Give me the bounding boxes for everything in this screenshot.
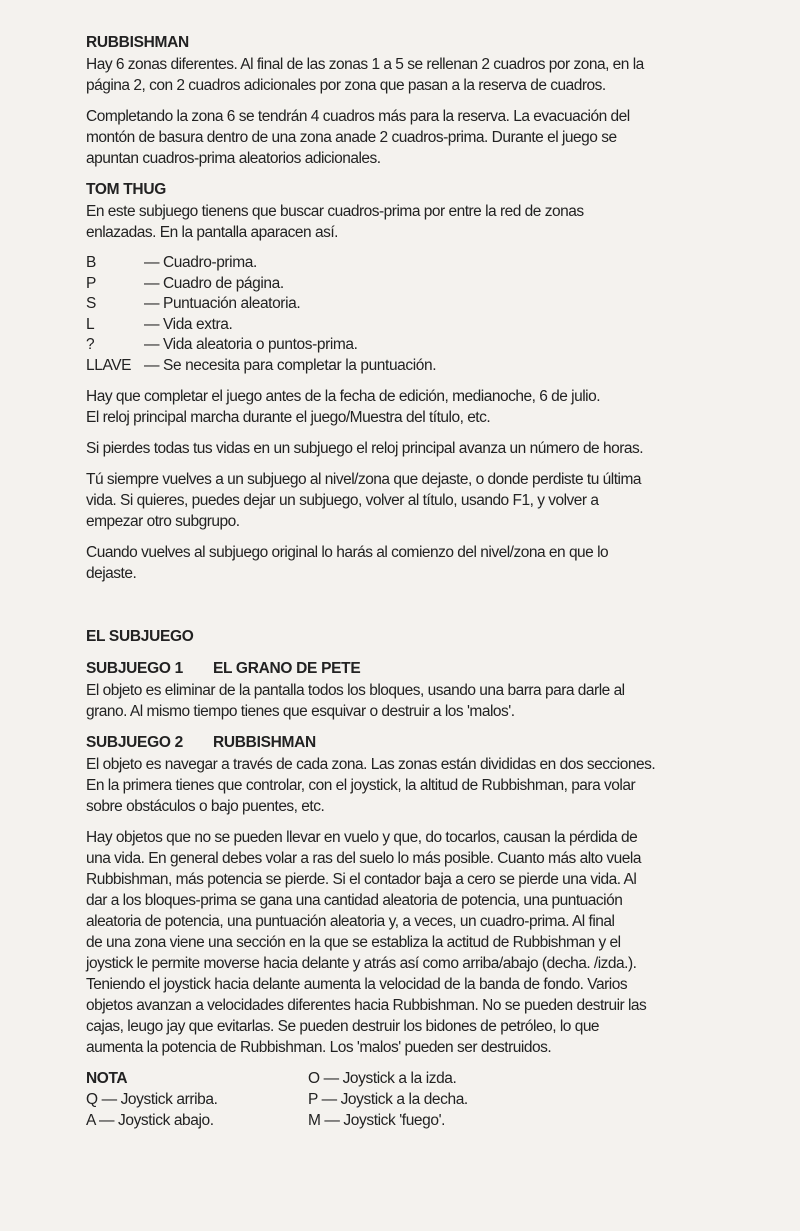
original-subgame-paragraph [86,542,746,584]
text-line: cajas, leugo jay que evitarlas. Se pueden destruir los bidones de petróleo, lo que [86,1018,600,1035]
text-line: Completando la zona 6 se tendrán 4 cuadros más para la reserva. La evacuación del [86,108,630,125]
deadline-paragraph [86,386,746,428]
control-item: P — Joystick a la decha. [308,1091,468,1108]
control-item: M — Joystick 'fuego'. [308,1112,446,1129]
control-item: O — Joystick a la izda. [308,1070,457,1087]
text-line: objetos avanzan a velocidades diferentes hacia Rubbishman. No se pueden destruir las [86,997,647,1014]
subgame-number: SUBJUEGO 1 [86,660,183,677]
nota-heading: NOTA [86,1070,128,1087]
text-line: página 2, con 2 cuadros adicionales por zona que pasan a la reserva de cuadros. [86,77,606,94]
legend-desc: — Puntuación aleatoria. [144,295,301,312]
subgame-heading: EL SUBJUEGO [86,628,194,645]
text-line: dejaste. [86,565,137,582]
subgame-2-heading [86,732,746,754]
text-line: En este subjuego tienens que buscar cuadros-prima por entre la red de zonas [86,203,584,220]
legend-key: S [86,295,96,312]
legend-desc: — Vida extra. [144,315,233,333]
lives-paragraph: Si pierdes todas tus vidas en un subjuego el reloj principal avanza un número de horas. [86,440,644,457]
nota-left-column [86,1068,308,1131]
legend-key: P [86,274,96,292]
legend-desc: — Se necesita para completar la puntuación. [144,356,437,374]
text-line: El reloj principal marcha durante el juego/Muestra del título, etc. [86,409,491,426]
subgame-number: SUBJUEGO 2 [86,734,183,751]
text-line: Hay 6 zonas diferentes. Al final de las zonas 1 a 5 se rellenan 2 cuadros por zona, en la [86,56,644,73]
rubbishman-paragraph-1 [86,54,746,96]
subgame-2-paragraph-2 [86,827,746,1058]
tom-thug-heading: TOM THUG [86,181,166,198]
text-line: Hay que completar el juego antes de la fecha de edición, medianoche, 6 de julio. [86,388,601,405]
text-line: montón de basura dentro de una zona anade 2 cuadros-prima. Durante el juego se [86,129,617,146]
subgame-title: EL GRANO DE PETE [213,660,361,677]
subgame-1-paragraph [86,680,746,722]
control-item: Q — Joystick arriba. [86,1091,218,1108]
symbol-legend [86,253,746,376]
text-line: sobre obstáculos o bajo puentes, etc. [86,798,325,815]
legend-key: L [86,315,95,333]
nota-controls [86,1068,746,1131]
legend-key: ? [86,336,95,353]
text-line: joystick le permite moverse hacia delante y atrás así como arriba/abajo (decha. /izda.). [86,955,637,972]
nota-right-column [308,1068,746,1131]
return-paragraph [86,469,746,532]
legend-desc: — Vida aleatoria o puntos-prima. [144,336,358,353]
text-line: Hay objetos que no se pueden llevar en vuelo y que, do tocarlos, causan la pérdida de [86,829,638,846]
text-line: El objeto es navegar a través de cada zona. Las zonas están divididas en dos secciones. [86,756,656,773]
text-line: El objeto es eliminar de la pantalla todos los bloques, usando una barra para darle al [86,682,625,699]
subgame-1-heading [86,658,746,680]
text-line: empezar otro subgrupo. [86,513,240,530]
document-page [86,32,746,1131]
text-line: Rubbishman, más potencia se pierde. Si el contador baja a cero se pierde una vida. Al [86,871,637,888]
text-line: vida. Si quieres, puedes dejar un subjuego, volver al título, usando F1, y volver a [86,492,599,509]
rubbishman-paragraph-2 [86,106,746,169]
legend-key: B [86,254,96,271]
text-line: enlazadas. En la pantalla aparacen así. [86,224,338,241]
legend-desc: — Cuadro-prima. [144,254,257,271]
text-line: aumenta la potencia de Rubbishman. Los 'malos' pueden ser destruidos. [86,1039,552,1056]
text-line: Cuando vuelves al subjuego original lo harás al comienzo del nivel/zona en que lo [86,544,609,561]
tom-thug-intro [86,201,746,243]
text-line: grano. Al mismo tiempo tienes que esquivar o destruir a los 'malos'. [86,703,515,720]
text-line: Tú siempre vuelves a un subjuego al nivel/zona que dejaste, o donde perdiste tu última [86,471,641,488]
rubbishman-heading: RUBBISHMAN [86,34,189,51]
text-line: En la primera tienes que controlar, con el joystick, la altitud de Rubbishman, para volar [86,777,636,794]
legend-desc: — Cuadro de página. [144,274,284,292]
subgame-title: RUBBISHMAN [213,734,316,751]
text-line: apuntan cuadros-prima aleatorios adicionales. [86,150,381,167]
subgame-2-paragraph-1 [86,754,746,817]
text-line: aleatoria de potencia, una puntuación aleatoria y, a veces, un cuadro-prima. Al final [86,913,615,930]
legend-key: LLAVE [86,356,132,374]
text-line: dar a los bloques-prima se gana una cantidad aleatoria de potencia, una puntuación [86,892,623,909]
control-item: A — Joystick abajo. [86,1112,214,1129]
text-line: de una zona viene una sección en la que se establiza la actitud de Rubbishman y el [86,934,621,951]
text-line: Teniendo el joystick hacia delante aumenta la velocidad de la banda de fondo. Varios [86,976,628,993]
text-line: una vida. En general debes volar a ras del suelo lo más posible. Cuanto más alto vuela [86,850,641,867]
